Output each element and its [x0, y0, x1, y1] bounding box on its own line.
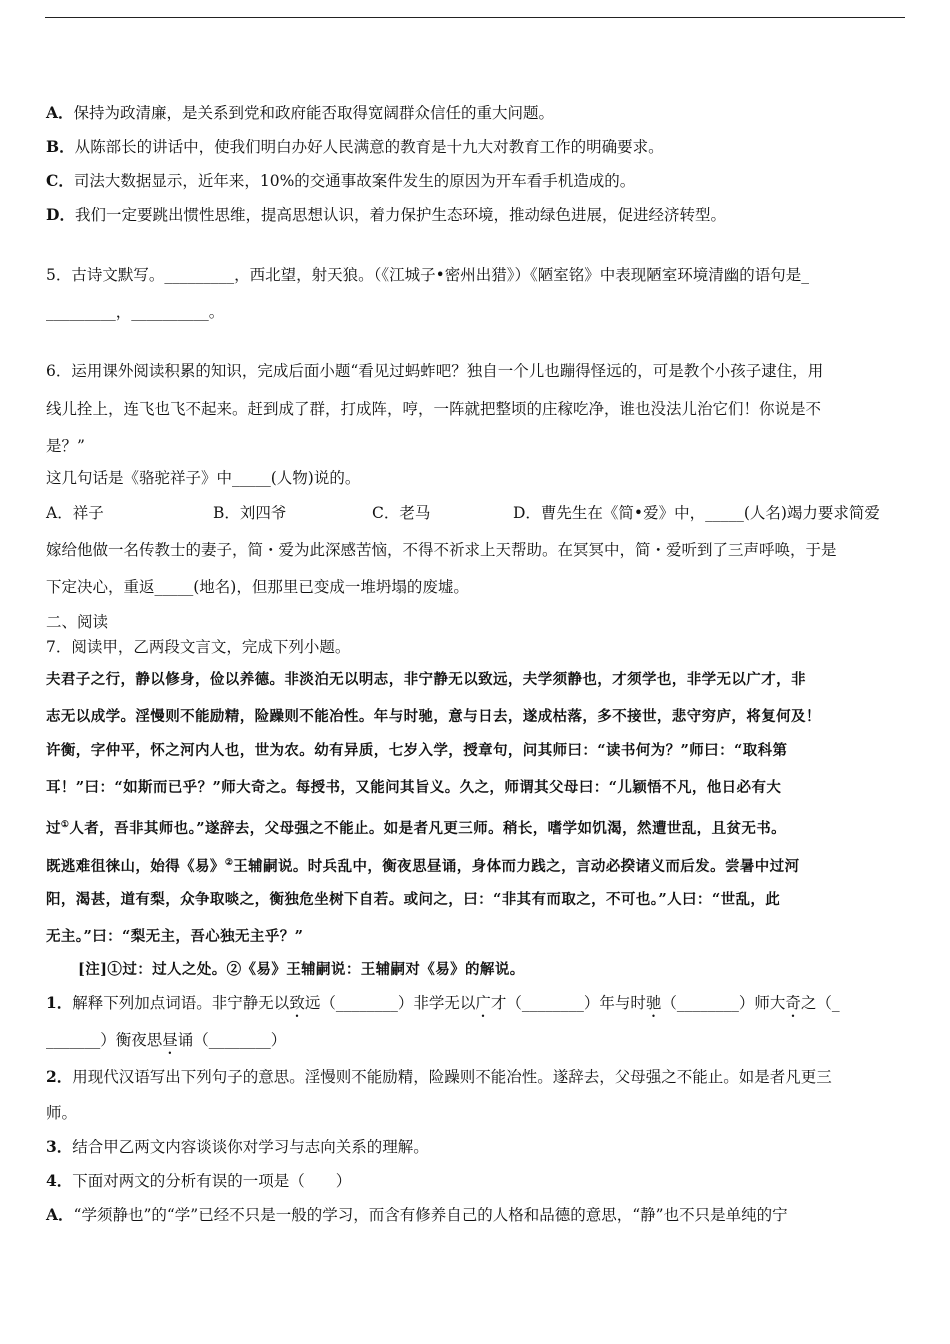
option-a: A．保持为政清廉，是关系到党和政府能否取得宽阔群众信任的重大问题。 — [46, 103, 555, 122]
passage-line-1: 夫君子之行，静以修身，俭以养德。非淡泊无以明志，非宁静无以致远，夫学须静也，才须学也，非学无以广才，非 — [46, 671, 806, 688]
q6-option-b: B．刘四爷 — [213, 504, 287, 522]
header-rule — [45, 17, 905, 18]
option-b: B．从陈部长的讲话中，使我们明白办好人民满意的教育是十九大对教育工作的明确要求。 — [46, 137, 664, 156]
passage-line-7: 阳，渴甚，道有梨，众争取啖之，衡独危坐树下自若。或问之，曰：“非其有而取之，不可也。”人曰：“世乱，此 — [46, 891, 781, 908]
passage-line-4: 耳！”曰：“如斯而已乎？”师大奇之。每授书，又能问其旨义。久之，师谓其父母曰：“儿颖悟不凡，他日必有大 — [46, 779, 782, 796]
q5-line-2: _________，__________。 — [46, 303, 225, 321]
sub-question-4-option-a: A．“学须静也”的“学”已经不只是一般的学习，而含有修养自己的人格和品德的意思，“静”也不只是单纯的宁 — [46, 1205, 788, 1224]
sub-question-1-cont: _______）衡夜思昼诵（________） — [46, 1031, 287, 1049]
passage-line-8: 无主。”曰：“梨无主，吾心独无主乎？” — [46, 928, 304, 945]
emphasis-char: 致 — [289, 994, 305, 1012]
q6-line-7: 下定决心，重返_____(地名)，但那里已变成一堆坍塌的废墟。 — [46, 578, 469, 596]
passage-line-5: 过①人者，吾非其师也。”遂辞去，父母强之不能止。如是者凡更三师。稍长，嗜学如饥渴，然遭世乱，且贫无书。 — [46, 819, 787, 837]
emphasis-char: 昼 — [162, 1031, 178, 1049]
option-d: D．我们一定要跳出惯性思维，提高思想认识，着力保护生态环境，推动绿色进展，促进经济转型。 — [46, 205, 726, 224]
q6-line-6: 嫁给他做一名传教士的妻子，简・爱为此深感苦恼，不得不祈求上天帮助。在冥冥中，简・爱听到了三声呼唤，于是 — [46, 541, 837, 559]
q6-line-2: 线儿拴上，连飞也飞不起来。赶到成了群，打成阵，哼，一阵就把整顷的庄稼吃净，谁也没法儿治它们！你说是不 — [46, 400, 822, 418]
emphasis-char: 驰 — [645, 994, 662, 1012]
emphasis-char: 广 — [475, 994, 491, 1012]
sub-question-2: 2．用现代汉语写出下列句子的意思。淫慢则不能励精，险躁则不能冶性。遂辞去，父母强之不能止。如是者凡更三 — [46, 1067, 832, 1086]
sub-question-1: 1．解释下列加点词语。非宁静无以致远（________）非学无以广才（________）年与时驰（________）师大奇之（_ — [46, 993, 840, 1012]
passage-line-3: 许衡，字仲平，怀之河内人也，世为农。幼有异质，七岁入学，授章句，问其师曰：“读书何为？”师曰：“取科第 — [46, 742, 788, 759]
q6-line-1: 6．运用课外阅读积累的知识，完成后面小题“看见过蚂蚱吧？独自一个儿也蹦得怪远的，可是教个小孩子逮住，用 — [46, 362, 824, 380]
q6-option-a: A．祥子 — [46, 504, 104, 522]
footnote-marker-2: ② — [224, 858, 234, 868]
sub-question-4: 4．下面对两文的分析有误的一项是（ ） — [46, 1171, 352, 1190]
passage-line-2: 志无以成学。淫慢则不能励精，险躁则不能冶性。年与时驰，意与日去，遂成枯落，多不接世，悲守穷庐，将复何及！ — [46, 708, 821, 725]
q6-option-d: D．曹先生在《简•爱》中，_____(人名)竭力要求简爱 — [513, 504, 880, 522]
q5-line-1: 5．古诗文默写。_________，西北望，射天狼。（《江城子•密州出猎》）《陋室铭》中表现陋室环境清幽的语句是_ — [46, 266, 810, 284]
passage-line-6: 既逃难徂徕山，始得《易》②王辅嗣说。时兵乱中，衡夜思昼诵，身体而力践之，言动必揆诸义而后发。尝暑中过河 — [46, 857, 800, 875]
passage-note: [注]①过：过人之处。②《易》王辅嗣说：王辅嗣对《易》的解说。 — [78, 961, 525, 978]
q7-intro: 7．阅读甲，乙两段文言文，完成下列小题。 — [46, 638, 351, 656]
emphasis-char: 奇 — [785, 994, 801, 1012]
q6-line-3: 是？” — [46, 437, 85, 455]
option-c: C．司法大数据显示，近年来，10%的交通事故案件发生的原因为开车看手机造成的。 — [46, 171, 636, 190]
q6-option-c: C．老马 — [372, 504, 431, 522]
footnote-marker-1: ① — [60, 820, 70, 830]
sub-question-2-cont: 师。 — [46, 1104, 78, 1122]
sub-question-3: 3．结合甲乙两文内容谈谈你对学习与志向关系的理解。 — [46, 1137, 429, 1156]
section-heading: 二、阅读 — [46, 613, 109, 631]
q6-line-4: 这几句话是《骆驼祥子》中_____(人物)说的。 — [46, 469, 361, 487]
